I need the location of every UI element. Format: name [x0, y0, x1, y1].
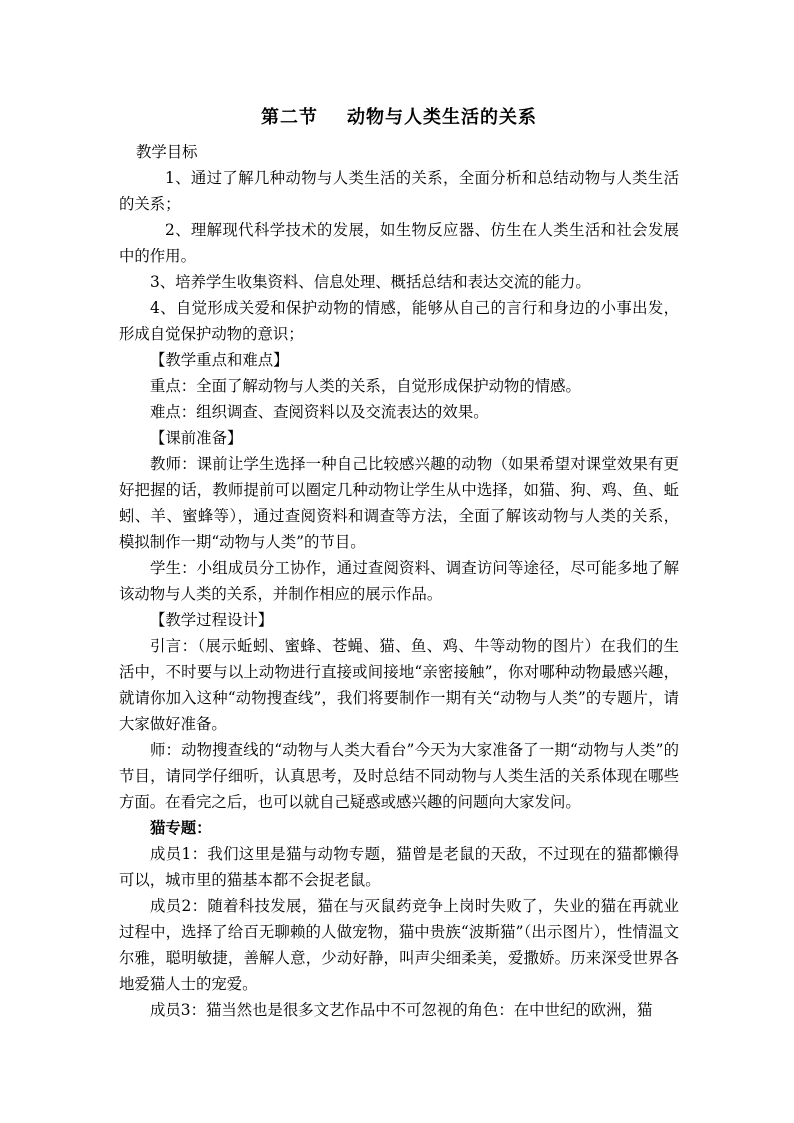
paragraph: 【教学过程设计】	[150, 611, 274, 629]
paragraph: 3、培养学生收集资料、信息处理、概括总结和表达交流的能力。	[150, 273, 591, 291]
paragraph: 2、理解现代科学技术的发展，如生物反应器、仿生在人类生活和社会发展中的作用。	[119, 221, 679, 265]
paragraph: 成员1：我们这里是猫与动物专题，猫曾是老鼠的天敌，不过现在的猫都懒得可以，城市里的猫基本都不会捉老鼠。	[119, 845, 679, 889]
paragraph: 成员2：随着科技发展，猫在与灭鼠药竞争上岗时失败了，失业的猫在再就业过程中，选择了给百无聊赖的人做宠物，猫中贵族“波斯猫”（出示图片），性情温文尔雅，聪明敏捷，善解人意，少动好静，叫声尖细柔美，爱撒娇。历来深受世界各地爱猫人士的宠爱。	[119, 897, 679, 993]
paragraph: 成员3：猫当然也是很多文艺作品中不可忽视的角色：在中世纪的欧洲，猫	[150, 1001, 653, 1019]
paragraph: 猫专题：	[150, 819, 212, 837]
paragraph: 教师：课前让学生选择一种自己比较感兴趣的动物（如果希望对课堂效果有更好把握的话，教师提前可以圈定几种动物让学生从中选择，如猫、狗、鸡、鱼、蚯蚓、羊、蜜蜂等），通过查阅资料和调查等方法，全面了解该动物与人类的关系，模拟制作一期“动物与人类”的节目。	[119, 455, 679, 551]
paragraph: 学生：小组成员分工协作，通过查阅资料、调查访问等途径，尽可能多地了解该动物与人类的关系，并制作相应的展示作品。	[119, 559, 679, 603]
document-body	[119, 139, 679, 1023]
paragraph: 【课前准备】	[150, 429, 243, 447]
paragraph: 4、自觉形成关爱和保护动物的情感，能够从自己的言行和身边的小事出发，形成自觉保护动物的意识；	[119, 299, 679, 343]
document-title: 第二节 动物与人类生活的关系	[260, 107, 538, 128]
paragraph: 引言：（展示蚯蚓、蜜蜂、苍蝇、猫、鱼、鸡、牛等动物的图片）在我们的生活中，不时要与以上动物进行直接或间接地“亲密接触”，你对哪种动物最感兴趣，就请你加入这种“动物搜查线”，我们将要制作一期有关“动物与人类”的专题片，请大家做好准备。	[119, 637, 679, 733]
paragraph: 师：动物搜查线的“动物与人类大看台”今天为大家准备了一期“动物与人类”的节目，请同学仔细听，认真思考，及时总结不同动物与人类生活的关系体现在哪些方面。在看完之后，也可以就自己疑惑或感兴趣的问题向大家发问。	[119, 741, 679, 811]
paragraph: 1、通过了解几种动物与人类生活的关系，全面分析和总结动物与人类生活的关系；	[119, 169, 679, 213]
paragraph: 【教学重点和难点】	[150, 351, 289, 369]
paragraph: 难点：组织调查、查阅资料以及交流表达的效果。	[150, 403, 489, 421]
paragraph: 重点：全面了解动物与人类的关系，自觉形成保护动物的情感。	[150, 377, 581, 395]
paragraph: 教学目标	[136, 143, 198, 161]
